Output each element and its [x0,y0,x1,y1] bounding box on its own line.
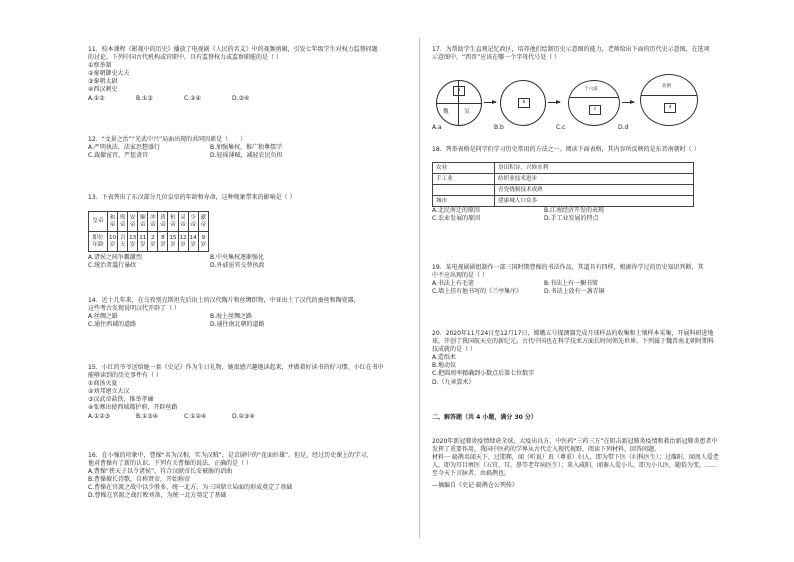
q20-option-a: A.造纸术 [432,354,456,362]
diagram-circle-1 [436,80,482,126]
q15-option-c: C.①②④ [184,412,207,420]
q14-option-c: C.通往西域的道路 [88,321,137,329]
q11-item-4: ④西汉刺史 [88,86,118,94]
q11-option-d: D.③④ [232,94,250,102]
q18-stem: 18．列举表格是同学们学习历史常用的方法之一。阅读下面表格，其内容所反映的是东晋南朝时（ ） [432,146,700,153]
q11-option-a: A.①② [88,94,105,102]
q13-option-a: A.诸侯之间争霸激烈 [88,254,142,262]
table-cell: 百天 [118,232,128,252]
passage-line-4: 人，即为耳目痹医（五官、耳、鼻等老年病医生）；来入咸阳，闻秦人爱小儿，即为小儿医，随俗为变。…… [432,462,718,470]
table-cell: 14岁 [188,232,198,252]
q16-option-a: A.曹操“挟天子以令诸侯”，符合汉献帝长安被胁的诏曲 [88,468,233,476]
table-cell: 13岁 [128,232,138,252]
q19-option-b: B.书法上有一捆书简 [544,280,599,288]
diagram-circle-3 [568,80,620,126]
diagram-box-c: c [589,105,601,115]
q20-option-d: D.《九章算术》 [432,378,475,386]
diagram-label-wu: 吴 [464,109,470,115]
q15-item-3: ③汉武帝盐铁，推举孝廉 [88,396,154,404]
table-cell: 15岁 [168,232,178,252]
table-cell: 冲帝 [148,212,158,232]
q19-line-1: 19．某电视剧剧组制作一部三国时期曹操的书法作品，其道具有四样，根据你学过的历史知识判断，其 [432,264,704,271]
question-14 [88,297,360,329]
q15-option-a: A.①②③ [88,412,111,420]
diagram-box-d: d [664,103,676,113]
table-cell: 质帝 [158,212,168,232]
passage-line-2: 发挥了重要作用，我国中医药的学界从古代走入现代视野，阅读下列材料，回答问题。 [432,446,661,454]
material-passage [432,438,719,491]
question-12 [88,136,283,160]
q20-option-b: B.地动仪 [432,362,457,370]
q14-option-b: B.海上丝绸之路 [210,313,253,321]
q17-option-d: D.d [618,124,629,131]
table-header-age: 即位年龄 [89,232,108,252]
q19-option-a: A.书法上有毛笔 [432,280,474,288]
arrow-icon [484,102,496,103]
table-cell: 安帝 [128,212,138,232]
passage-line-3: 材料一 扁鹊名闻天下，过邯郸，闻（听说）贵（尊重）妇人，即为带下医（妇科医生）；过雒阳，闻周人爱老 [432,454,719,462]
column-divider [419,38,420,538]
q17-option-c: C.c [556,124,566,131]
q14-option-a: A.丝绸之路 [88,313,118,321]
arrow-icon [622,102,634,103]
table-cell: 12岁 [178,232,188,252]
q16-option-d: D.曹操在官渡之战打败刘备，为统一北方奠定了基础 [88,492,227,500]
q13-option-c: C.统治者滥行暴政 [88,262,137,270]
q15-option-d: D.②③④ [232,412,255,420]
question-19 [432,264,704,296]
q11-item-1: ①察举制 [88,62,112,70]
table-cell [433,185,495,196]
q12-option-c: C.裁撤宦官，严惩贪官 [88,152,149,160]
q19-line-2: 中不应出现的是（ ） [432,272,488,280]
q20-line-2: 球，开创了我国航天史的新纪元。古代中国也在科学技术方面长时间领先世界。下列属于魏晋南北朝时期科 [432,338,715,346]
diagram-box-b: b [518,98,530,108]
diagram-circle-2 [500,80,546,126]
q15-option-b: B.①③④ [136,412,159,420]
q17-option-b: B.b [494,124,504,131]
table-cell: 顺帝 [138,212,148,232]
passage-line-1: 2020年新冠肺炎疫情肆虐全球，大疫出良方，中医药“三药三方”在阻击新冠肺炎疫情和救治新冠肺炎患者中 [432,438,718,445]
passage-line-5: 至今天下言脉者，由扁鹊也。 [432,470,511,478]
diagram-box-a: a [453,86,465,96]
q15-line-1: 15．小红的爷爷送给她一套《史记》作为生日礼物，她很感兴趣地读起来，并做着好读书的好习惯。小红在书中 [88,364,384,371]
table-cell: 农业 [433,163,495,174]
q17-option-a: A.a [432,124,442,131]
q16-option-c: C.曹操在官渡之战中以少胜多，统一北方，为三国鼎立局面的形成奠定了基础 [88,484,293,492]
q18-option-d: D.手工业发展的特点 [544,215,599,223]
table-cell: 11岁 [138,232,148,252]
q11-options [88,95,378,103]
q15-item-2: ②刘邦建立大汉 [88,388,130,396]
q13-option-d: D.外戚宦官交替执政 [210,262,265,270]
diagram-label-wei: 魏 [443,109,449,115]
diagram-label-northern-dynasties: 北朝 [662,84,671,89]
q11-line-2: 的讨论。下列中国古代机构或官职中，具有监督权力或监察职能的是（ ） [88,54,282,62]
question-15 [88,364,384,421]
q11-option-b: B.①③ [136,94,153,102]
question-16 [88,452,372,501]
table-cell: 纺织业技术进步 [495,174,694,185]
q17-dynasty-diagram [436,74,776,124]
table-cell: 手工业 [433,174,495,185]
table-cell: 殇帝 [118,212,128,232]
q12-option-b: B.加强集权，推广独尊儒学 [210,144,283,152]
q13-emperor-table [88,211,209,252]
section-heading-answer-questions: 二、解答题（共 4 小题，满分 30 分） [432,414,537,421]
table-cell: 灵帝 [178,212,188,232]
q18-option-a: A.北民南迁的原因 [432,207,480,215]
q12-option-a: A.严明执法，法家思想盛行 [88,144,160,152]
question-13 [88,194,296,270]
table-cell: 建康城人口众多 [495,196,694,207]
arrow-icon [548,102,560,103]
table-cell: 9岁 [198,232,208,252]
q19-option-d: D.书法上放有一盏青铜 [544,288,605,296]
q11-item-3: ③秦朝太尉 [88,78,118,86]
table-cell: 城市 [433,196,495,207]
q20-line-3: 技成就的是（ ） [432,346,476,354]
diagram-label-sixteen-kingdoms: 十六国 [584,87,598,92]
q13-option-b: B.中央集权逐渐强化 [210,254,265,262]
question-17 [432,46,710,62]
passage-source: —摘编自《史记·扁鹊仓公列传》 [432,482,518,490]
q15-line-2: 能够读到的历史事件有（ ） [88,372,162,380]
table-cell: 和帝 [108,212,118,232]
q18-option-b: B.江南经济开发的表现 [544,207,605,215]
question-18 [432,146,700,223]
q13-stem: 13．下表列出了东汉部分几位皇帝的年龄和寿命，这种现象带来的影响是（ ） [88,194,296,201]
q18-table [432,162,694,207]
table-cell: 献帝 [198,212,208,232]
q17-options [432,124,628,132]
q19-option-c: C.墙上挂有他书写的《兰亭集序》 [432,288,523,296]
table-cell: 垦田积谷，兴修水利 [495,163,694,174]
table-cell: 少帝 [188,212,198,232]
q18-option-c: C.农业发展的原因 [432,215,481,223]
q20-option-c: C.把圆周率精确到小数点后第七位数字 [432,370,535,378]
q14-line-2: 这些考古发现说明汉代开辟了（ ） [88,305,180,313]
table-cell: 2岁 [148,232,158,252]
q17-line-2: 示意图中，“西晋”应该在哪一个字母代号处（ ） [432,54,561,62]
q15-item-1: ①商汤灭夏 [88,380,118,388]
q17-line-1: 17．为帮助学生直观记忆政区，培养他们绘制历史示意图的能力，老师给出下面的历代史示意图，在选项 [432,46,710,53]
q14-line-1: 14．近十几年来，在乌孜别克斯坦先后出土的汉代陶片和丝绸织物，中亚出土了汉代的蚕丝和陶瓷器， [88,297,360,304]
q14-option-d: D.通往南北朝的道路 [210,321,265,329]
table-cell: 8岁 [158,232,168,252]
table-header-emperor: 皇帝 [89,212,108,232]
table-cell: 青瓷烧制技术成熟 [495,185,694,196]
q16-line-1: 16．在小强的印象中，曹操“名为汉相，实为汉贼”，是京剧中的“花面奸雄”。但是，经过历史课上的学习， [88,452,373,459]
q15-item-4: ④张骞出使西域都护府，开辟丝路 [88,404,178,412]
q16-line-2: 他对曹操有了新的认识。下列有关曹操的说法，正确的是（ ） [88,460,252,468]
table-cell: 10岁 [108,232,118,252]
q11-option-c: C.②④ [184,94,201,102]
q20-line-1: 20．2020年11月24日至12月17日，嫦娥五号探测器完成月球样品的收集和土壤样本采集，开展科研进地 [432,330,714,337]
q11-line-1: 11．校本课程《影视中的历史》播放了电视剧《人民的名义》中的视频剪辑，引发七年级学生对权力监督问题 [88,46,378,53]
question-20 [432,330,714,387]
question-11 [88,46,378,103]
table-cell: 桓帝 [168,212,178,232]
diagram-circle-4 [640,74,698,126]
q12-stem: 12．“文景之治”“光武中兴”局面出现的共同因素是（ ） [88,136,247,143]
q11-item-2: ②秦朝御史大夫 [88,70,130,78]
q12-option-d: D.轻徭薄赋，减轻农民负担 [210,152,283,160]
q16-option-b: B.曹操擅长诗歌，自称贤帝，开始称帝 [88,476,191,484]
